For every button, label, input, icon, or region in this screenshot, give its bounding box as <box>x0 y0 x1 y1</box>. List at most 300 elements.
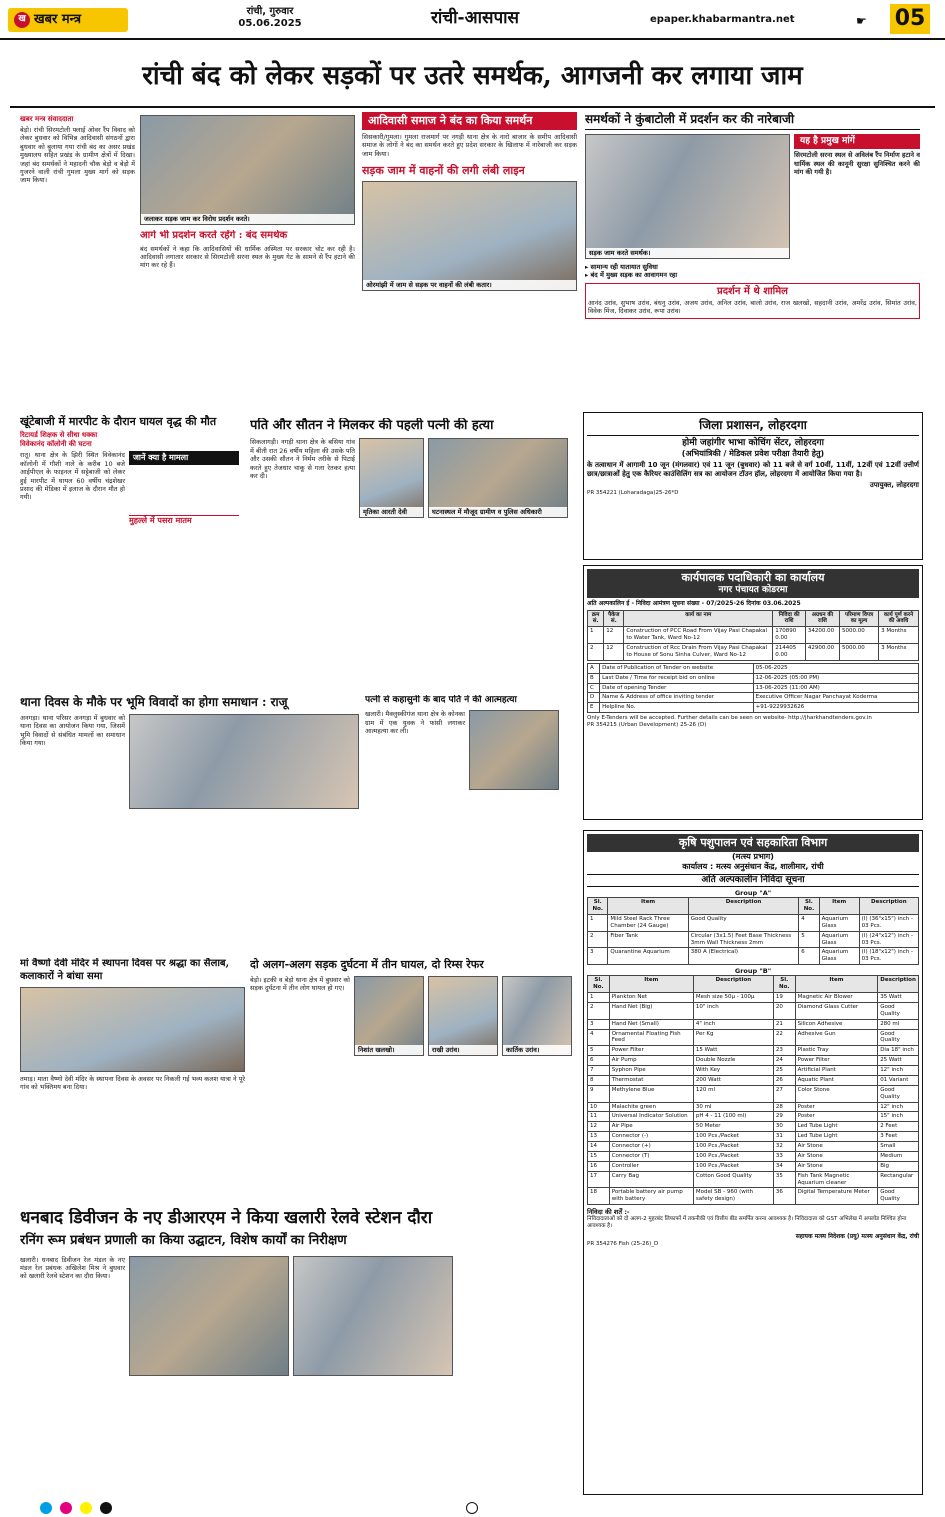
victim-photo[interactable] <box>359 438 424 518</box>
table-row <box>588 627 919 644</box>
story-rail-photo-2[interactable] <box>293 1256 453 1376</box>
story-suicide-title[interactable]: पत्नी से कहासुनी के बाद पति ने की आत्महत्या <box>365 695 517 705</box>
table-cell: 42900.00 <box>805 644 839 661</box>
table-cell: 19 <box>773 993 795 1003</box>
table-cell: 12 <box>588 1122 610 1132</box>
table-cell: Fiber Tank <box>608 931 688 948</box>
story-thana-title[interactable]: थाना दिवस के मौके पर भूमि विवादों का होगा समाधान : राजू <box>20 695 288 709</box>
bullet-icon: ▸ <box>585 271 591 280</box>
table-cell: 12-06-2025 (05:00 PM) <box>753 673 918 683</box>
table-row <box>588 1188 919 1205</box>
table-cell: 10" inch <box>693 1002 773 1019</box>
ad-coaching-org: होमी जहांगीर भाभा कोचिंग सेंटर, लोहरदगा <box>682 438 824 448</box>
table-row <box>588 644 919 661</box>
table-cell: Air Pump <box>609 1056 693 1066</box>
table-cell: Big <box>878 1161 919 1171</box>
table-cell: 34200.00 <box>805 627 839 644</box>
right-photo-caption: सड़क जाम करते समर्थक। <box>586 248 789 258</box>
table-cell: Cotton Good Quality <box>693 1171 773 1188</box>
ad-fish-group-a: Group "A" <box>734 889 772 897</box>
ad-coaching-body: के तत्वाधान में आगामी 10 जून (मंगलवार) एवं 11 जून (बुधवार) को 11 बजे से वर्ग 10वीं, 11वीं, 12वीं एवं 12वीं उत्तीर्ण छात्र/छात्राओं हेतु एक कैरियर काउंसिलिंग सत्र का आयोजन टॉउन हॉल, लोहरदगा में आयोजित किया गया है। <box>587 461 919 478</box>
table-row <box>588 1066 919 1076</box>
registration-mark-icon <box>40 1502 52 1514</box>
table-cell: 24 <box>773 1056 795 1066</box>
table-cell: Good Quality <box>878 1002 919 1019</box>
table-cell: (I) (24"x12") inch - 03 Pcs. <box>859 931 918 948</box>
page-header <box>0 0 945 40</box>
story-death-box-title: जानें क्या है मामला <box>129 451 239 465</box>
story-rail-body: खलारी। धनबाद डिवीजन रेल मंडल के नए मंडल रेल प्रबंधक अखिलेश मिश्र ने बुधवार को खलारी रेलवे स्टेशन का दौरा किया। <box>20 1255 125 1281</box>
story-death <box>20 415 240 680</box>
table-cell: Good Quality <box>878 1188 919 1205</box>
table-cell: Magnetic Air Blower <box>795 993 878 1003</box>
table-cell: Executive Officer Nagar Panchayat Koderma <box>753 693 918 703</box>
bullet-text: सामान्य रही यातायात सुविधा <box>590 263 658 271</box>
table-cell: 27 <box>773 1085 795 1102</box>
table-cell: Plankton Net <box>609 993 693 1003</box>
story-accident <box>250 958 575 1203</box>
story-murder <box>250 418 575 680</box>
ad-fish-title: कृषि पशुपालन एवं सहकारिता विभाग <box>587 834 919 852</box>
table-row <box>588 683 919 693</box>
ad-coaching-sign: उपायुक्त, लोहरदगा <box>869 480 919 489</box>
table-cell: 11 <box>588 1112 610 1122</box>
lead-sub-body: बंद समर्थकों ने कहा कि आदिवासियों की धार्मिक अस्मिता पर सरकार चोट कर रही है। आदिवासी लगातार सरकार से सिरमटोली सरना स्थल के मुख्य गेट के सामने से रैंप हटाने की मांग कर रहे हैं। <box>140 244 355 270</box>
table-cell: Hand Net (Small) <box>609 1019 693 1029</box>
story-temple-body: तमाड़। माता वैष्णो देवी मंदिर के स्थापना दिवस के अवसर पर निकली गई भव्य कलश यात्रा ने पूरे गांव को भक्तिमय बना दिया। <box>20 1075 245 1092</box>
crosshair-icon <box>466 1502 478 1514</box>
protest-box <box>585 283 920 318</box>
demands-box <box>794 134 920 259</box>
mid-story <box>362 112 577 412</box>
table-cell: 36 <box>773 1188 795 1205</box>
table-cell: 9 <box>588 1085 610 1102</box>
table-cell: 25 <box>773 1066 795 1076</box>
protest-body: आनंद उरांव, सुभाष उरांव, बंधनु उरांव, अजय उरांव, अनिल उरांव, बालो उरांव, राज खलखो, सहदानी उरांव, अमरेंद्र उरांव, सिमांत उरांव, विवेक मिंज, दिवाकर उरांव, रूपा उरांव। <box>588 298 917 316</box>
ad-coaching <box>583 412 923 560</box>
table-cell: D <box>588 693 600 703</box>
table-cell: 29 <box>773 1112 795 1122</box>
table-cell: 17 <box>588 1171 610 1188</box>
ad-fish-terms-title: निविदा की शर्तें :- <box>587 1208 630 1217</box>
table-row <box>588 1085 919 1102</box>
ad-fish-group-b: Group "B" <box>734 967 772 976</box>
table-row <box>588 1161 919 1171</box>
header-date <box>220 6 320 30</box>
table-cell: 170890 0.00 <box>773 627 806 644</box>
table-header-cell: Description <box>688 898 798 915</box>
table-header-cell: Sl. No. <box>773 976 795 993</box>
pointer-icon: ☛ <box>856 14 867 28</box>
table-row <box>588 914 919 931</box>
ad-coaching-pr: PR 354221 (Loharadaga)25-26*D <box>587 489 679 496</box>
table-row <box>588 1075 919 1085</box>
table-cell: 5000.00 <box>839 644 878 661</box>
ad-tender-title: कार्यपालक पदाधिकारी का कार्यालय <box>681 571 825 584</box>
logo-text: खबर मन्त्र <box>34 11 82 27</box>
table-row <box>588 948 919 965</box>
table-cell: Digital Temperature Meter <box>795 1188 878 1205</box>
bullet-text: बंद में मुख्य सड़क का आवागमन रहा <box>590 271 678 280</box>
table-cell: 33 <box>773 1151 795 1161</box>
mid-story-body: सिसकारी/गुमला। गुमला राजमार्ग पर नगड़ी थाना क्षेत्र के नारो बाजार के समीप आदिवासी समाज के लोगों ने बंद का समर्थन करते हुए प्रदेश सरकार के खिलाफ में नारेबाजी कर सड़क जाम किया। <box>362 132 577 158</box>
right-story <box>585 112 920 412</box>
table-cell: Good Quality <box>878 1029 919 1046</box>
table-cell: Quarantine Aquarium <box>608 948 688 965</box>
table-cell: Adhesive Gun <box>795 1029 878 1046</box>
table-cell: Per Kg <box>693 1029 773 1046</box>
table-cell: 5000.00 <box>839 627 878 644</box>
lead-photo[interactable] <box>140 115 355 225</box>
table-header-cell: Sl. No. <box>799 898 819 915</box>
table-cell: 8 <box>588 1075 610 1085</box>
accident-caption: राखी उरांव। <box>429 1045 497 1055</box>
lead-subheading: आगे भी प्रदर्शन करते रहेंगे : बंद समर्थक <box>140 230 288 241</box>
table-cell: 100 Pcs./Packet <box>693 1161 773 1171</box>
table-cell: 6 <box>588 1056 610 1066</box>
registration-mark-icon <box>60 1502 72 1514</box>
scene-photo[interactable] <box>428 438 568 518</box>
table-header-cell: Description <box>859 898 918 915</box>
table-cell: 214405 0.00 <box>773 644 806 661</box>
table-header-cell: निविदा की राशि <box>773 610 806 627</box>
table-cell: 30 ml <box>693 1102 773 1112</box>
table-row <box>588 1142 919 1152</box>
table-cell: Date of opening Tender <box>600 683 754 693</box>
table-cell: 3 Feet <box>878 1132 919 1142</box>
table-cell: 7 <box>588 1066 610 1076</box>
table-cell: Led Tube Light <box>795 1122 878 1132</box>
table-cell: 2 <box>588 931 608 948</box>
print-marks <box>0 1500 945 1517</box>
table-header-cell: परिमाण विपत्र का मूल्य <box>839 610 878 627</box>
story-suicide-body: खलारी। मैक्लुस्कीगंज थाना क्षेत्र के कोनका ग्राम में एक युवक ने फांसी लगाकर आत्महत्या कर ली। <box>365 710 465 736</box>
table-cell: 4" inch <box>693 1019 773 1029</box>
right-story-photo[interactable] <box>585 134 790 259</box>
table-row <box>588 993 919 1003</box>
divider <box>10 106 935 108</box>
table-cell: 05-06-2025 <box>753 663 918 673</box>
bullet-item <box>585 263 920 271</box>
bullets <box>585 263 920 279</box>
ad-fish-sign: सहायक मत्स्य निदेशक (प्रयु) मत्स्य अनुसंधान केंद्र, रांची <box>795 1233 919 1240</box>
table-cell: Name & Address of office inviting tender <box>600 693 754 703</box>
table-header-cell: कार्य का नाम <box>624 610 773 627</box>
story-rail-title[interactable]: धनबाद डिवीजन के नए डीआरएम ने किया खलारी रेलवे स्टेशन दौरा <box>20 1208 433 1228</box>
accident-photo-3[interactable] <box>502 976 572 1056</box>
table-cell: Air Stone <box>795 1161 878 1171</box>
table-cell: E <box>588 703 600 713</box>
tender-table <box>587 610 919 661</box>
byline: खबर मन्त्र संवाददाता <box>20 115 74 123</box>
table-cell: Fish Tank Magnetic Aquarium cleaner <box>795 1171 878 1188</box>
newspaper-logo[interactable] <box>8 8 128 32</box>
table-cell: Last Date / Time for receipt bid on online <box>600 673 754 683</box>
table-cell: With Key <box>693 1066 773 1076</box>
table-cell: 25 Watt <box>878 1056 919 1066</box>
table-cell: Date of Publication of Tender on website <box>600 663 754 673</box>
ad-tender-heading <box>587 569 919 598</box>
table-row <box>588 1122 919 1132</box>
story-death-sub: मुहल्ले में पसरा मातम <box>129 515 239 526</box>
table-header-cell: कार्य पूर्ण करने की अवधि <box>879 610 919 627</box>
table-cell: Good Quality <box>688 914 798 931</box>
table-cell: 5 <box>799 931 819 948</box>
table-cell: 22 <box>773 1029 795 1046</box>
table-cell: 1 <box>588 627 604 644</box>
table-cell: 34 <box>773 1161 795 1171</box>
lead-body: बेड़ो। रांची सिरमटोली फ्लाई ओवर रैंप विवाद को लेकर बुधवार को विभिन्न आदिवासी संगठनों द्वारा बुधवार को बुलाया गया रांची बंद का असर प्रखंड मुख्यालय सहित प्रखंड के ग्रामीण क्षेत्रों में दिखा। जहां बंद समर्थकों ने महादनी चौक बेड़ो व बेड़ो में गुजरने वाली रांची गुमला मुख्य मार्ग को सड़क जाम किया। <box>20 125 135 185</box>
lead-photo-caption: जलाकर सड़क जाम कर विरोध प्रदर्शन करते। <box>141 214 354 224</box>
table-cell: Construction of Rcc Drain From Vijay Pasi Chapakal to House of Sonu Sinha Culver, Ward No-12 <box>624 644 773 661</box>
table-cell: Carry Bag <box>609 1171 693 1188</box>
table-cell: 12" inch <box>878 1102 919 1112</box>
table-cell: Aquarium Glass <box>819 948 859 965</box>
table-cell: Construction of PCC Road From Vijay Pasi Chapakal to Water Tank, Ward No-12 <box>624 627 773 644</box>
story-rail <box>20 1208 575 1493</box>
ad-tender-note: Only E-Tenders will be accepted. Further details can be seen on website- http://jharkhandtenders.gov.in <box>587 715 872 722</box>
table-cell: Aquarium Glass <box>819 931 859 948</box>
scene-caption: घटनास्थल में मौजूद ग्रामीण व पुलिस अधिकारी <box>429 507 567 517</box>
tender-dates-table <box>587 663 919 713</box>
table-cell: Controller <box>609 1161 693 1171</box>
table-cell: Small <box>878 1142 919 1152</box>
table-cell: 1 <box>588 993 610 1003</box>
mid-story-photo[interactable] <box>362 181 577 291</box>
ad-fish-sub: (मत्स्य प्रभाग) <box>732 851 774 861</box>
table-cell: 35 <box>773 1171 795 1188</box>
mid-story-sub: सड़क जाम में वाहनों की लगी लंबी लाइन <box>362 164 525 178</box>
table-cell: 13-06-2025 (11:00 AM) <box>753 683 918 693</box>
table-cell: Rectangular <box>878 1171 919 1188</box>
table-cell: 280 ml <box>878 1019 919 1029</box>
story-temple-title[interactable]: मां वैष्णो देवी मंदिर में स्थापना दिवस पर श्रद्धा का सैलाब, कलाकारों ने बांधा समा <box>20 958 230 982</box>
story-murder-title[interactable]: पति और सौतन ने मिलकर की पहली पत्नी की हत्या <box>250 418 494 433</box>
table-row <box>588 1046 919 1056</box>
table-cell: 2 <box>588 644 604 661</box>
table-cell: (I) (36"x15") inch - 03 Pcs. <box>859 914 918 931</box>
story-rail-photo-1[interactable] <box>129 1256 289 1376</box>
table-cell: Silicon Adhesive <box>795 1019 878 1029</box>
protest-title: प्रदर्शन में थे शामिल <box>717 286 788 298</box>
table-cell: Double Nozzle <box>693 1056 773 1066</box>
table-cell: 3 Months <box>879 644 919 661</box>
table-cell: 13 <box>588 1132 610 1142</box>
demands-title: यह है प्रमुख मांगें <box>794 134 920 149</box>
table-cell: 30 <box>773 1122 795 1132</box>
table-row <box>588 931 919 948</box>
table-cell: Connector (T) <box>609 1151 693 1161</box>
epaper-url[interactable]: epaper.khabarmantra.net <box>650 14 795 25</box>
table-cell: (I) (18"x12") inch - 03 Pcs. <box>859 948 918 965</box>
story-rail-subtitle: रनिंग रूम प्रबंधन प्रणाली का किया उद्घाटन, विशेष कार्यों का निरीक्षण <box>20 1233 347 1249</box>
section-title: रांची-आसपास <box>430 8 520 28</box>
bullet-item <box>585 271 920 279</box>
table-cell: 100 Pcs./Packet <box>693 1132 773 1142</box>
table-cell: Plastic Tray <box>795 1046 878 1056</box>
table-cell: Dia 18" inch <box>878 1046 919 1056</box>
story-thana-body: अनगड़ा। थाना परिसर अनगड़ा में बुधवार को थाना दिवस का आयोजन किया गया, जिसमें भूमि विवादों से संबंधित मामलों का समाधान किया गया। <box>20 714 125 748</box>
table-row <box>588 673 919 683</box>
right-story-title: समर्थकों ने कुंबाटोली में प्रदर्शन कर की नारेबाजी <box>585 112 920 130</box>
table-cell: Diamond Glass Cutter <box>795 1002 878 1019</box>
ad-tender-sub: नगर पंचायत कोडरमा <box>718 584 788 595</box>
table-row <box>588 1151 919 1161</box>
mid-photo-caption: ओरमांझी में जाम से सड़क पर वाहनों की लंबी कतार। <box>363 280 576 290</box>
table-header-cell: Item <box>608 898 688 915</box>
table-cell: Mild Steel Rack Three Chamber (24 Gauge) <box>608 914 688 931</box>
lead-headline[interactable]: रांची बंद को लेकर सड़कों पर उतरे समर्थक, आगजनी कर लगाया जाम <box>142 61 803 91</box>
table-cell: 14 <box>588 1142 610 1152</box>
story-temple-photo[interactable] <box>20 987 245 1072</box>
story-death-tag: रिटायर्ड शिक्षक से सीधा धक्का <box>20 430 98 439</box>
header-date-value: 05.06.2025 <box>238 18 302 29</box>
table-cell: 100 Pcs./Packet <box>693 1151 773 1161</box>
table-cell: Connector (+) <box>609 1142 693 1152</box>
table-cell: 50 Meter <box>693 1122 773 1132</box>
table-row <box>588 1029 919 1046</box>
table-cell: Aquarium Glass <box>819 914 859 931</box>
demands-body: सिरमटोली सरना स्थल से अविलंब रैंप निर्माण हटाने व धार्मिक स्थल की कानूनी सुरक्षा सुनिश्चित करने की मांग की गयी है। <box>794 151 920 177</box>
table-cell: 6 <box>799 948 819 965</box>
table-row <box>588 1056 919 1066</box>
table-cell: 12" inch <box>878 1066 919 1076</box>
table-cell: 120 ml <box>693 1085 773 1102</box>
table-cell: 16 <box>588 1161 610 1171</box>
table-cell: 3 Months <box>879 627 919 644</box>
table-cell: 12 <box>604 627 624 644</box>
table-cell: 21 <box>773 1019 795 1029</box>
table-cell: Good Quality <box>878 1085 919 1102</box>
registration-mark-icon <box>80 1502 92 1514</box>
table-row <box>588 1112 919 1122</box>
table-cell: Connector (-) <box>609 1132 693 1142</box>
table-cell: Air Pipe <box>609 1122 693 1132</box>
table-cell: 35 Watt <box>878 993 919 1003</box>
accident-photo-1[interactable] <box>354 976 424 1056</box>
victim-caption: मृतिका आरती देवी <box>360 507 423 517</box>
table-row <box>588 1171 919 1188</box>
table-cell: Hand Net (Big) <box>609 1002 693 1019</box>
table-cell: 31 <box>773 1132 795 1142</box>
table-cell: 2 Feet <box>878 1122 919 1132</box>
table-cell: Aquatic Plant <box>795 1075 878 1085</box>
story-death-title[interactable]: खूंटेबाजी में मारपीट के दौरान घायल वृद्ध की मौत <box>20 415 217 428</box>
table-cell: Mesh size 50µ - 100µ <box>693 993 773 1003</box>
lead-sub-story <box>140 230 355 370</box>
table-cell: Poster <box>795 1112 878 1122</box>
table-cell: C <box>588 683 600 693</box>
story-temple <box>20 958 245 1203</box>
header-city-day: रांची, गुरुवार <box>246 6 294 17</box>
table-header-cell: Description <box>693 976 773 993</box>
accident-photo-2[interactable] <box>428 976 498 1056</box>
story-accident-body: बेड़ो। इटकी व बेड़ो थाना क्षेत्र में बुधवार को सड़क दुर्घटना में तीन लोग घायल हो गए। <box>250 975 350 993</box>
table-cell: 15" inch <box>878 1112 919 1122</box>
table-cell: B <box>588 673 600 683</box>
story-thana-photo[interactable] <box>129 714 359 809</box>
ad-fish-notice: अति अल्पकालीन निविदा सूचना <box>587 874 919 887</box>
table-row <box>588 1132 919 1142</box>
ad-tender-notice: अति अल्पकालिन ई - निविदा आमंत्रण सूचना संख्या - 07/2025-26 दिनांक 03.06.2025 <box>587 600 801 607</box>
table-cell: 15 Watt <box>693 1046 773 1056</box>
ad-coaching-title: जिला प्रशासन, लोहरदगा <box>587 416 919 436</box>
table-cell: Air Stone <box>795 1142 878 1152</box>
table-cell: Medium <box>878 1151 919 1161</box>
table-cell: Helpline No. <box>600 703 754 713</box>
table-cell: Methylene Blue <box>609 1085 693 1102</box>
table-cell: 4 <box>588 1029 610 1046</box>
bullet-icon: ▸ <box>585 263 591 271</box>
table-cell: 100 Pcs./Packet <box>693 1142 773 1152</box>
table-cell: 32 <box>773 1142 795 1152</box>
table-cell: 10 <box>588 1102 610 1112</box>
table-cell: 23 <box>773 1046 795 1056</box>
fish-table-a <box>587 897 919 965</box>
table-cell: +91-9229932626 <box>753 703 918 713</box>
story-murder-body: सिकलागड़ी। नगड़ी थाना क्षेत्र के बसिया गांव में बीती रात 26 वर्षीय महिला की उसके पति और उसकी सौतन ने निर्मम तरीके से पिटाई करते हुए तेजधार चाकू से गला रेतकर हत्या कर दी। <box>250 438 355 480</box>
table-cell: Led Tube Light <box>795 1132 878 1142</box>
accident-caption: कार्तिक उरांव। <box>503 1045 571 1055</box>
table-cell: pH 4 - 11 (100 ml) <box>693 1112 773 1122</box>
table-row <box>588 1102 919 1112</box>
table-cell: 20 <box>773 1002 795 1019</box>
table-cell: 3 <box>588 948 608 965</box>
table-header-cell: Sl. No. <box>588 898 608 915</box>
table-cell: 1 <box>588 914 608 931</box>
table-header-cell: Description <box>878 976 919 993</box>
ad-fish-terms: निविदादाताओं को दो अलग-2 मुहरबंद लिफाफों में तकनीकी एवं वित्तीय बीड समर्पित करना आवश्यक है। निविदादाता को GST अभिलेख में अपलोड निश्चित होना आवश्यक है। <box>587 1216 907 1230</box>
table-cell: 26 <box>773 1075 795 1085</box>
table-cell: 3 <box>588 1019 610 1029</box>
table-cell: Syphon Pipe <box>609 1066 693 1076</box>
table-cell: 12 <box>604 644 624 661</box>
table-cell: Color Stone <box>795 1085 878 1102</box>
table-header-cell: अग्रधन की राशि <box>805 610 839 627</box>
story-thana <box>20 695 360 955</box>
table-cell: Air Stone <box>795 1151 878 1161</box>
table-row <box>588 1019 919 1029</box>
table-cell: 4 <box>799 914 819 931</box>
fish-table-b <box>587 975 919 1205</box>
table-cell: 18 <box>588 1188 610 1205</box>
table-header-cell: क्रम सं. <box>588 610 604 627</box>
table-cell: Portable battery air pump with battery <box>609 1188 693 1205</box>
table-row <box>588 693 919 703</box>
table-cell: Model SB - 960 (with safety design) <box>693 1188 773 1205</box>
table-row <box>588 703 919 713</box>
table-cell: Ornamental Floating Fish Feed <box>609 1029 693 1046</box>
ad-coaching-sub: (अभियांत्रिकी / मेडिकल प्रवेश परीक्षा तैयारी हेतु) <box>681 449 825 459</box>
story-accident-title[interactable]: दो अलग-अलग सड़क दुर्घटना में तीन घायल, दो रिम्स रेफर <box>250 958 484 971</box>
table-cell: Circular (3x1.5) Feet Base Thickness 3mm Wall Thickness 2mm <box>688 931 798 948</box>
table-header-cell: Item <box>609 976 693 993</box>
table-cell: 2 <box>588 1002 610 1019</box>
table-cell: 01 Variant <box>878 1075 919 1085</box>
table-cell: 5 <box>588 1046 610 1056</box>
table-cell: 200 Watt <box>693 1075 773 1085</box>
ad-fish-office: कार्यालय : मत्स्य अनुसंधान केंद्र, शालीमार, रांची <box>682 861 824 871</box>
story-suicide <box>365 695 575 955</box>
table-cell: Artificial Plant <box>795 1066 878 1076</box>
table-cell: Poster <box>795 1102 878 1112</box>
table-cell: 28 <box>773 1102 795 1112</box>
ad-fish-pr: PR 354276 Fish (25-26)_D <box>587 1240 659 1247</box>
story-death-body: रातू। थाना क्षेत्र के झिरी स्थित विवेकानंद कॉलोनी में गौशी नाले के करीब 10 बजे आईपीएल के फाइनल में सट्टेबाजी को लेकर हुई मारपीट में घायल 60 वर्षीय चंद्रशेखर प्रसाद की मेडिका में इलाज के दौरान मौत हो गयी। <box>20 451 125 502</box>
table-cell: Thermostat <box>609 1075 693 1085</box>
table-header-cell: Item <box>795 976 878 993</box>
story-suicide-photo[interactable] <box>469 710 559 790</box>
